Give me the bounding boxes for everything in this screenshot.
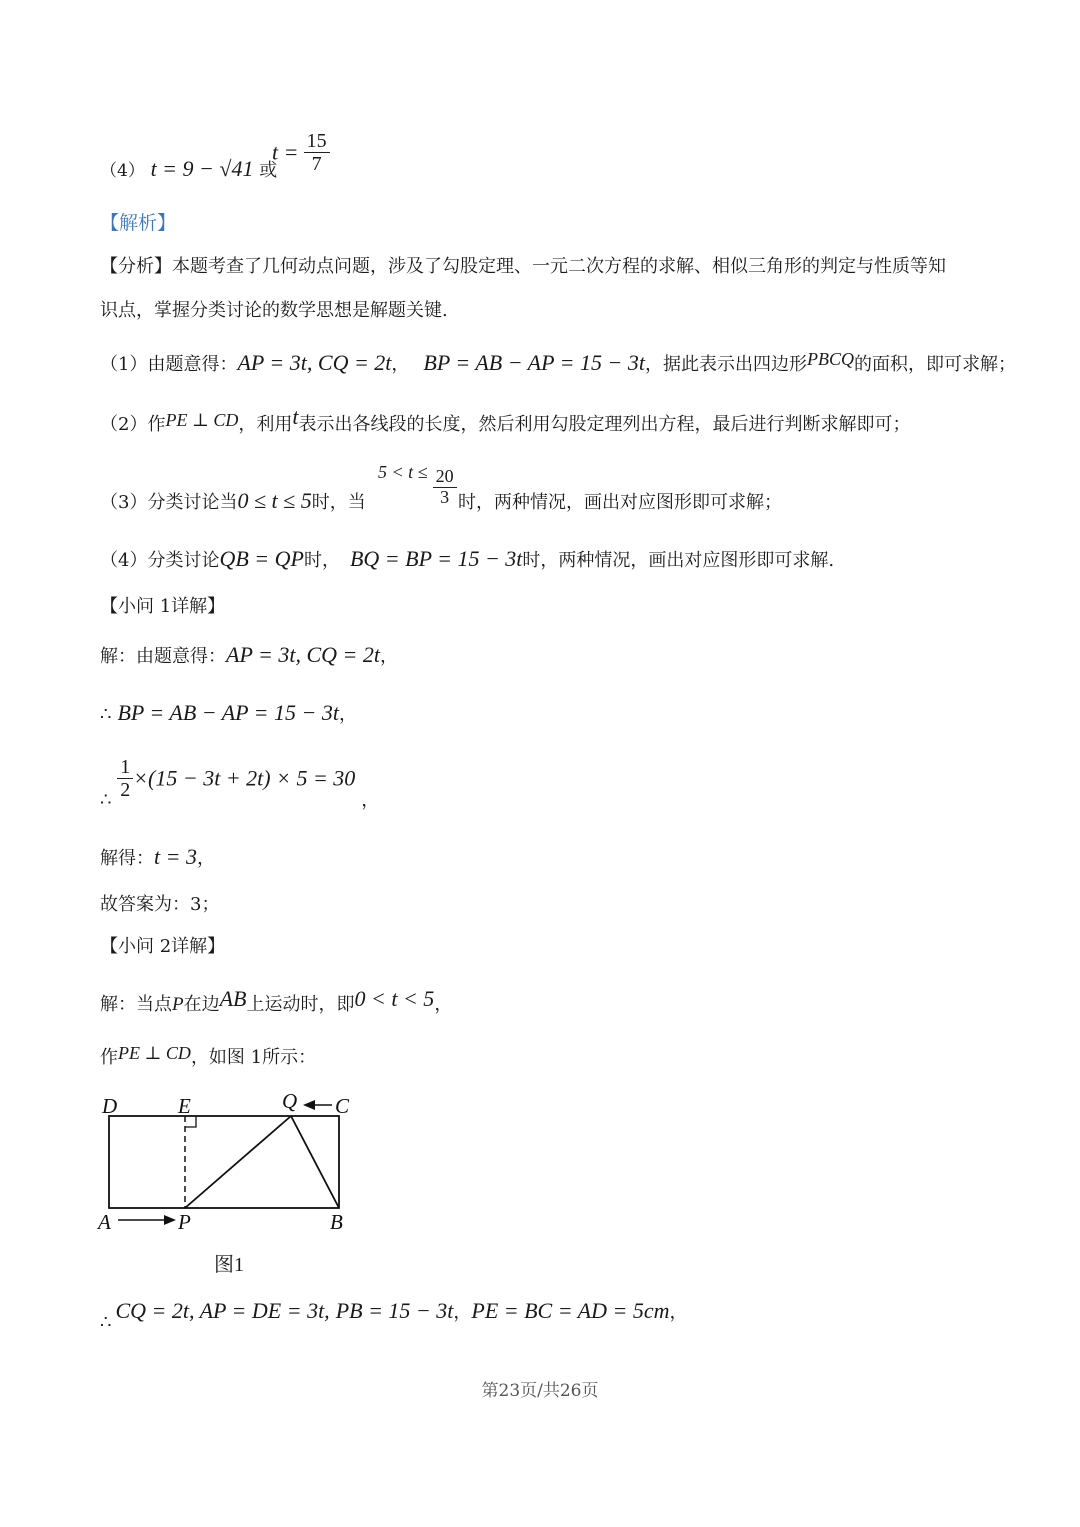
q2-line-2 (100, 1044, 316, 1067)
q1-line-5: 故答案为：3； (100, 894, 220, 915)
q2-line-3-expr2: PB = 15 − 3t (335, 1298, 454, 1323)
q1-line-4-suffix: ， (196, 848, 215, 869)
answer-4-frac-den: 7 (311, 153, 322, 175)
answer-4-frac-num: 15 (304, 130, 330, 153)
q2-line-3 (100, 1300, 687, 1332)
q2-line-1-p: P (172, 994, 184, 1015)
point-3-fraction (433, 467, 457, 508)
q2-line-1-mid: 在边 (183, 994, 220, 1015)
point-4-prefix: （4）分类讨论 (100, 550, 220, 571)
q2-line-2-suffix: ，如图 1所示： (190, 1047, 317, 1068)
q1-line-3-frac-den: 2 (120, 779, 131, 801)
point-2-suffix: 表示出各线段的长度，然后利用勾股定理列出方程，最后进行判断求解即可； (298, 414, 911, 435)
q2-line-3-suffix: ， (669, 1302, 688, 1323)
point-3-frac-num: 20 (433, 467, 457, 488)
q1-line-3-frac-num: 1 (117, 756, 133, 779)
rectangle-abcd (109, 1116, 339, 1208)
q1-line-3-expr: ×(15 − 3t + 2t) × 5 = 30 (133, 765, 356, 791)
arrow-c-to-q-head (303, 1100, 315, 1110)
point-3-prefix: （3）分类讨论当 (100, 492, 238, 513)
answer-4-line (100, 158, 277, 180)
q1-line-3-prefix: ∴ (100, 789, 112, 811)
point-2-mid1: ，利用 (238, 414, 293, 435)
q1-line-2 (100, 702, 357, 724)
fenxi-line-2: 识点，掌握分类讨论的数学思想是解题关键. (100, 300, 448, 321)
point-3-suffix: 时，两种情况，画出对应图形即可求解； (458, 492, 782, 513)
q2-line-1-suffix: ， (434, 994, 453, 1015)
q2-line-1-ab: AB (219, 986, 247, 1011)
point-1-expr3: PBCQ (806, 349, 854, 369)
point-4-suffix: 时，两种情况，画出对应图形即可求解. (522, 550, 835, 571)
answer-4-fraction (304, 130, 330, 175)
segment-pq (185, 1116, 291, 1208)
point-1-line (100, 350, 1016, 374)
q1-line-4-prefix: 解得： (100, 848, 154, 869)
point-3-frac-den: 3 (440, 487, 450, 507)
figure-1-caption: 图1 (214, 1254, 244, 1276)
jiexi-heading: 【解析】 (100, 212, 177, 234)
q1-line-4 (100, 846, 215, 868)
point-2-prefix: （2）作 (100, 414, 166, 435)
q1-line-2-expr: BP = AB − AP = 15 − 3t (117, 700, 339, 725)
label-q: Q (282, 1090, 298, 1113)
figure-1 (96, 1090, 376, 1240)
q2-heading: 【小问 2详解】 (100, 936, 226, 957)
fenxi-line-1: 【分析】本题考查了几何动点问题，涉及了勾股定理、一元二次方程的求解、相似三角形的判定与性质等知 (100, 256, 946, 277)
point-4-expr1: QB = QP (219, 546, 304, 571)
q2-line-1-expr: 0 < t < 5 (354, 986, 435, 1011)
answer-4-or: 或 (259, 160, 278, 181)
point-3-line (100, 490, 366, 512)
q1-line-1-expr: AP = 3t, CQ = 2t (226, 642, 380, 667)
point-4-line (100, 548, 834, 570)
q1-line-1 (100, 644, 398, 666)
point-1-sep: ， (391, 354, 410, 375)
point-3-expr1: 0 ≤ t ≤ 5 (237, 488, 312, 513)
arrow-a-to-p-head (164, 1215, 176, 1225)
q1-line-3-fraction (117, 756, 133, 801)
point-2-line (100, 406, 911, 434)
q2-line-1-mid2: 上运动时，即 (246, 994, 355, 1015)
label-d: D (102, 1094, 118, 1118)
label-e: E (178, 1094, 191, 1118)
q1-line-2-suffix: ， (339, 704, 357, 725)
q2-line-2-prefix: 作 (100, 1047, 118, 1068)
q1-heading: 【小问 1详解】 (100, 596, 226, 617)
segment-qb (291, 1116, 339, 1208)
answer-4-label: （4） (100, 161, 145, 181)
q2-line-2-expr: PE ⊥ CD (118, 1043, 191, 1063)
point-1-mid: ，据此表示出四边形 (644, 354, 807, 375)
q2-line-1 (100, 988, 452, 1014)
q1-line-3-suffix: ， (361, 789, 380, 811)
q2-line-3-prefix: ∴ (100, 1312, 112, 1333)
q2-line-3-sep: ， (453, 1302, 472, 1323)
point-1-suffix: 的面积，即可求解； (853, 354, 1016, 375)
q1-line-1-suffix: ， (379, 646, 398, 667)
answer-4-expr2-left: t = (272, 139, 299, 165)
q2-line-3-expr3: PE = BC = AD = 5cm (471, 1298, 670, 1323)
point-2-expr1: PE ⊥ CD (165, 410, 239, 430)
point-2-expr2: t (292, 404, 299, 429)
q1-line-2-prefix: ∴ (100, 704, 112, 725)
q2-line-1-prefix: 解：当点 (100, 994, 172, 1015)
q1-line-4-expr: t = 3 (154, 844, 197, 869)
label-p: P (178, 1210, 191, 1234)
answer-4-expr1: t = 9 − √41 (150, 156, 254, 181)
point-3-expr2 (378, 462, 457, 508)
point-1-expr2: BP = AB − AP = 15 − 3t (423, 350, 645, 375)
point-3-mid1: 时，当 (311, 492, 366, 513)
point-4-expr2: BQ = BP = 15 − 3t (349, 546, 523, 571)
point-1-expr1: AP = 3t, CQ = 2t (237, 350, 392, 375)
point-1-prefix: （1）由题意得： (100, 354, 238, 375)
point-4-mid1: 时， (303, 550, 340, 571)
label-b: B (330, 1210, 343, 1234)
label-c: C (335, 1094, 350, 1118)
answer-4-expr2 (272, 130, 330, 175)
q1-line-3 (100, 756, 379, 812)
label-a: A (98, 1210, 111, 1234)
q1-line-1-prefix: 解：由题意得： (100, 646, 226, 667)
q2-line-3-expr1: CQ = 2t, AP = DE = 3t, (115, 1298, 330, 1323)
page-footer: 第23页/共26页 (481, 1381, 599, 1401)
point-3-expr2-left: 5 < t ≤ (378, 462, 428, 482)
